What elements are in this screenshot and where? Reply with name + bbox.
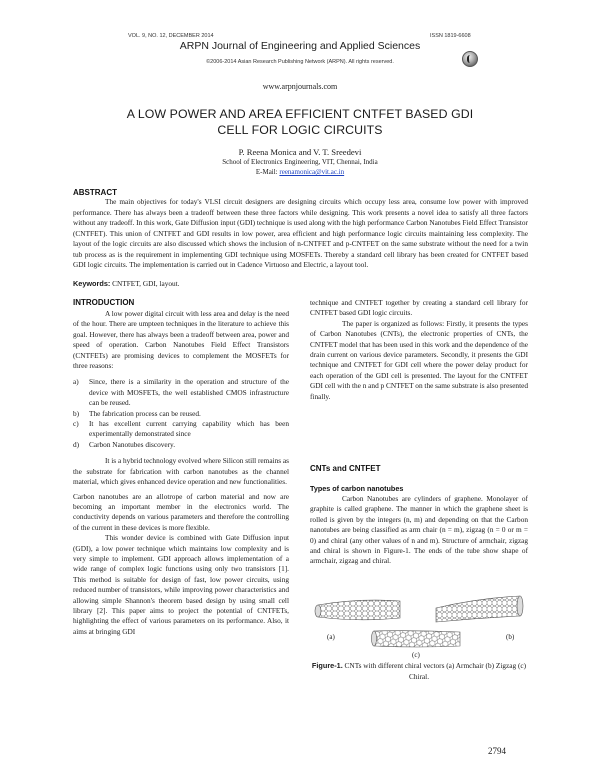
cnts-heading: CNTs and CNTFET — [310, 464, 381, 473]
reasons-list — [73, 377, 289, 450]
copyright-line: ©2006-2014 Asian Research Publishing Network (ARPN). All rights reserved. — [206, 59, 394, 65]
issn-info: ISSN 1819-6608 — [430, 33, 471, 39]
abstract-text: The main objectives for today's VLSI circuit designers are designing circuits which occupy less area, consume low power with improved performance. There has always been a tradeoff between these three factors while designing. This work presents a novel idea to satisfy all three factors without any tradeoff. In this work, Gate Diffusion input (GDI) technique is used along with the high performance Carbon Nanotubes Field Effect Transistor (CNTFET). This union of CNTFET and GDI results in low power, area efficient and high performance logic circuits maintaining less complexity. The layout of the logic circuits are also discussed which shows the inclusion of n-CNTFET and p-CNTFET on the same substrate without the need for a twin tub process as is the requirement in implementing GDI technique using MOSFETs. Thereby a standard cell library has been created for CNTFET based GDI logic circuits. The implementation is carried out in Cadence Virtuoso and Electric, a layout tool. — [73, 197, 528, 269]
keywords-text: CNTFET, GDI, layout. — [112, 279, 180, 288]
figure-caption-text: CNTs with different chiral vectors (a) Armchair (b) Zigzag (c) Chiral. — [342, 661, 527, 681]
email-line — [0, 168, 600, 176]
zigzag-nanotube-image — [432, 594, 524, 628]
email-link[interactable]: reenamonica@vit.ac.in — [279, 168, 345, 176]
intro-paragraph-3: Carbon nanotubes are an allotrope of carbon material and now are becoming an important member in the electronics world. The conductivity depends on various parameters and therefore the controlling of the current in these devices is more flexible. — [73, 491, 289, 532]
volume-info: VOL. 9, NO. 12, DECEMBER 2014 — [128, 33, 214, 39]
right-column-cnts — [310, 494, 528, 567]
email-label: E-Mail: — [255, 168, 280, 176]
intro-paragraph-5: technique and CNTFET together by creating a standard cell library for CNTFET based GDI logic circuits. — [310, 298, 528, 318]
figure-caption — [310, 661, 528, 682]
keywords-line — [73, 279, 180, 288]
intro-paragraph-2: It is a hybrid technology evolved where Silicon still remains as the substrate for fabrication with carbon nanotubes as the channel material, which gives enhanced device operation and new functionalities. — [73, 456, 290, 487]
list-text: It has excellent current carrying capability which has been experimentally demonstrated since — [89, 419, 289, 439]
figure-label-a: (a) — [327, 633, 335, 641]
page-number: 2794 — [488, 746, 506, 756]
list-text: Since, there is a similarity in the operation and structure of the device with MOSFETs, the well established CMOS infrastructure can be reused. — [89, 377, 289, 408]
paper-title — [60, 106, 540, 138]
list-item — [73, 419, 289, 440]
cnts-paragraph-1: Carbon Nanotubes are cylinders of graphene. Monolayer of graphite is called graphene. The manner in which the graphene sheet is rolled is given by the integers (n, m) and depending on that the Carbon nanotubes are being classified as arm chair (n = m), zigzag (n = 0 or m = 0) and chiral (any other values of n and m). Structure of armchair, zigzag and chiral is shown in Figure-1. The ends of the tube show shape of armchair, zigzag and chiral. — [310, 494, 528, 566]
journal-name: ARPN Journal of Engineering and Applied Sciences — [179, 40, 421, 52]
journal-logo-icon — [462, 51, 478, 67]
types-subheading: Types of carbon nanotubes — [310, 484, 404, 493]
figure-label-b: (b) — [506, 633, 515, 641]
intro-paragraph-6: The paper is organized as follows: Firstly, it presents the types of Carbon Nanotubes (CNTs), the electronic properties of CNTs, the CNTFET model that has been used in this work and the dependence of the drain current on various device parameters. Secondly, it presents the GDI technique and CNTFET for GDI cell where the power delay product for each operation of the GDI cell is presented. The layout for the CNTFET GDI cell with the n and p CNTFET on the same substrate is also presented finally. — [310, 318, 528, 401]
list-marker: a) — [73, 377, 79, 387]
list-item — [73, 409, 289, 419]
authors: P. Reena Monica and V. T. Sreedevi — [238, 147, 362, 157]
affiliation: School of Electronics Engineering, VIT, Chennai, India — [222, 158, 378, 166]
list-marker: c) — [73, 419, 79, 429]
list-marker: b) — [73, 408, 80, 418]
list-item — [73, 440, 289, 450]
intro-paragraph-4: This wonder device is combined with Gate Diffusion input (GDI), a low power technique which maintains low complexity and is very simple to implement. GDI approach allows implementation of a wide range of complex logic functions using only two transistors [1]. This method is suitable for design of fast, low power circuits, using reduced number of transistors, while improving power characteristics and allowing simple Shannon's theorem based design by using small cell library [2]. This paper aims to project the potential of CNTFETs, highlighting the effect of various parameters on its performance. Also, it aims at bringing GDI — [73, 533, 289, 636]
intro-paragraph-1: A low power digital circuit with less area and delay is the need of the hour. There are umpteen techniques in the literature to achieve this goal. However, there has always been a tradeoff between area, power and speed of operation. Carbon Nanotubes Field Effect Transistors (CNTFETs) are promising devices to complement the MOSFETs for three reasons: — [73, 309, 289, 371]
list-item — [73, 377, 289, 408]
figure-1 — [310, 592, 528, 660]
journal-website[interactable]: www.arpnjournals.com — [262, 82, 338, 91]
title-line-2: CELL FOR LOGIC CIRCUITS — [217, 123, 383, 137]
figure-caption-label: Figure-1. — [311, 661, 343, 670]
armchair-nanotube-image — [314, 596, 404, 626]
introduction-heading: INTRODUCTION — [73, 298, 135, 307]
chiral-nanotube-image — [370, 628, 464, 650]
list-text: Carbon Nanotubes discovery. — [89, 439, 176, 449]
title-line-1: A LOW POWER AND AREA EFFICIENT CNTFET BASED GDI — [126, 107, 474, 121]
figure-label-c: (c) — [412, 651, 420, 659]
keywords-label: Keywords: — [73, 279, 111, 288]
right-column-top — [310, 298, 528, 402]
left-column — [73, 309, 289, 637]
abstract-heading: ABSTRACT — [73, 188, 117, 197]
list-text: The fabrication process can be reused. — [89, 408, 201, 418]
list-marker: d) — [73, 439, 80, 449]
